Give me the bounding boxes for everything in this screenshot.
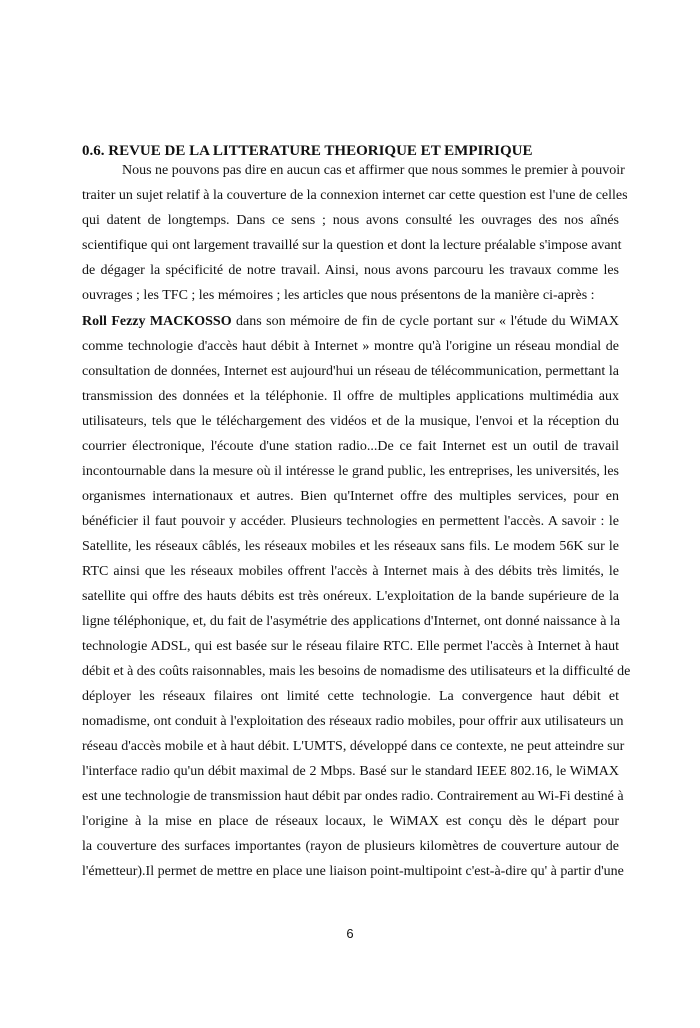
paragraph-first-line [82,312,619,332]
paragraph-line: technologie ADSL, qui est basée sur le réseau filaire RTC. Elle permet l'accès à Internet à haut [82,639,619,654]
paragraph-line: l'interface radio qu'un débit maximal de 2 Mbps. Basé sur le standard IEEE 802.16, le WiMAX [82,764,619,779]
section-heading: 0.6. REVUE DE LA LITTERATURE THEORIQUE ET EMPIRIQUE [82,143,533,159]
paragraph-line: de dégager la spécificité de notre travail. Ainsi, nous avons parcouru les travaux comme les [82,263,619,278]
paragraph-line: l'origine à la mise en place de réseaux locaux, le WiMAX est conçu dès le départ pour [82,814,619,829]
page-number: 6 [346,926,354,941]
paragraph-line: l'émetteur).Il permet de mettre en place une liaison point-multipoint c'est-à-dire qu' à partir d'une [82,864,624,879]
paragraph-line: nomadisme, ont conduit à l'exploitation des réseaux radio mobiles, pour offrir aux utilisateurs un [82,714,624,729]
paragraph-line: courrier électronique, l'écoute d'une station radio...De ce fait Internet est un outil de travail [82,439,619,454]
paragraph-line: RTC ainsi que les réseaux mobiles offrent l'accès à Internet mais à des débits très limités, le [82,564,619,579]
paragraph-line: Satellite, les réseaux câblés, les réseaux mobiles et les réseaux sans fils. Le modem 56K sur le [82,539,619,554]
paragraph-line: satellite qui offre des hauts débits est très onéreux. L'exploitation de la bande supérieure de la [82,589,619,604]
paragraph-line: scientifique qui ont largement travaillé sur la question et dont la lecture préalable s'impose avant [82,238,622,253]
author-name: Roll Fezzy MACKOSSO [82,314,232,329]
paragraph-line: utilisateurs, tels que le téléchargement des vidéos et de la musique, l'envoi et la réception du [82,414,619,429]
paragraph-line: déployer les réseaux filaires ont limité cette technologie. La convergence haut débit et [82,689,619,704]
paragraph-line: bénéficier il faut pouvoir y accéder. Plusieurs technologies en permettent l'accès. A savoir : le [82,514,619,529]
paragraph-line: incontournable dans la mesure où il intéresse le grand public, les entreprises, les universités, les [82,464,619,479]
paragraph-line: la couverture des surfaces importantes (rayon de plusieurs kilomètres de couverture autour de [82,839,619,854]
paragraph-line: comme technologie d'accès haut débit à Internet » montre qu'à l'origine un réseau mondial de [82,339,619,354]
paragraph-line: consultation de données, Internet est aujourd'hui un réseau de télécommunication, permettant la [82,364,619,379]
paragraph-line: qui datent de longtemps. Dans ce sens ; nous avons consulté les ouvrages des nos aînés [82,213,619,228]
paragraph-line: organismes internationaux et autres. Bien qu'Internet offre des multiples services, pour en [82,489,619,504]
paragraph-line: ligne téléphonique, et, du fait de l'asymétrie des applications d'Internet, ont donné naissance à la [82,614,621,629]
paragraph-line: traiter un sujet relatif à la couverture de la connexion internet car cette question est l'une de celles [82,188,628,203]
paragraph-line: est une technologie de transmission haut débit par ondes radio. Contrairement au Wi-Fi destiné à [82,789,624,804]
paragraph-line: transmission des données et la téléphonie. Il offre de multiples applications multimédia aux [82,389,619,404]
paragraph-line-rest: dans son mémoire de fin de cycle portant sur « l'étude du WiMAX [231,314,619,329]
paragraph-line: Nous ne pouvons pas dire en aucun cas et affirmer que nous sommes le premier à pouvoir [122,163,625,178]
paragraph-line: réseau d'accès mobile et à haut débit. L'UMTS, développé dans ce contexte, ne peut atteindre sur [82,739,625,754]
paragraph-line: ouvrages ; les TFC ; les mémoires ; les articles que nous présentons de la manière ci-après : [82,288,595,303]
paragraph-line: débit et à des coûts raisonnables, mais les besoins de nomadisme des utilisateurs et la difficulté de [82,664,631,679]
